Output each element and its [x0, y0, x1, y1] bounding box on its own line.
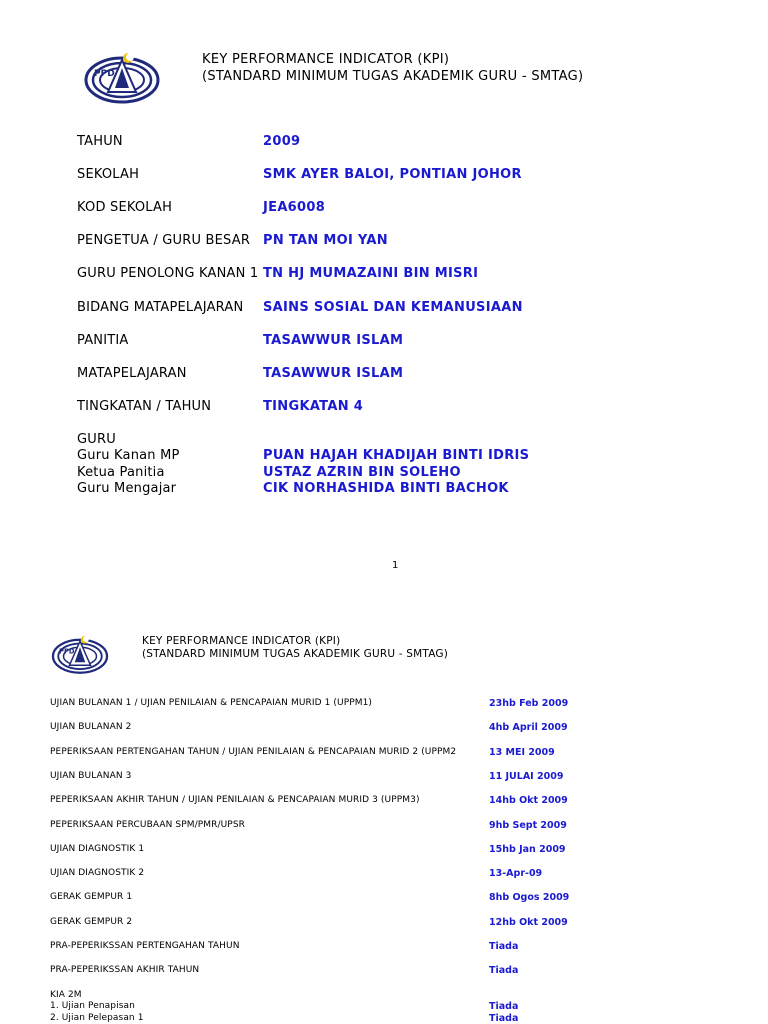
field-value: SMK AYER BALOI, PONTIAN JOHOR: [263, 167, 522, 183]
header-title: KEY PERFORMANCE INDICATOR (KPI): [202, 52, 450, 67]
field-label: SEKOLAH: [77, 167, 140, 183]
page-number: 1: [392, 560, 399, 571]
guru-role-label: Ketua Panitia: [77, 464, 165, 480]
field-value: PN TAN MOI YAN: [263, 233, 388, 249]
svg-text:PPD: PPD: [94, 69, 115, 79]
page2-header: [142, 635, 448, 661]
field-label: BIDANG MATAPELAJARAN: [77, 299, 244, 315]
field-value: TASAWWUR ISLAM: [263, 365, 404, 381]
field-value: SAINS SOSIAL DAN KEMANUSIAAN: [263, 299, 523, 315]
exam-label: UJIAN BULANAN 1 / UJIAN PENILAIAN & PENCAPAIAN MURID 1 (UPPM1): [50, 698, 373, 708]
field-label: PANITIA: [77, 332, 129, 348]
exam-date: 12hb Okt 2009: [489, 916, 568, 928]
exam-label: PRA-PEPERIKSSAN PERTENGAHAN TAHUN: [50, 941, 240, 951]
field-label: KOD SEKOLAH: [77, 200, 173, 216]
field-label: TINGKATAN / TAHUN: [77, 398, 212, 414]
exam-date: 13-Apr-09: [489, 868, 543, 880]
guru-heading: GURU: [77, 432, 116, 447]
header-subtitle: (STANDARD MINIMUM TUGAS AKADEMIK GURU - SMTAG): [202, 69, 584, 84]
kia-label: 2. Ujian Pelepasan 1: [50, 1013, 144, 1023]
field-label: MATAPELAJARAN: [77, 365, 187, 381]
field-value: TASAWWUR ISLAM: [263, 332, 404, 348]
field-value: TINGKATAN 4: [263, 398, 364, 414]
field-label: PENGETUA / GURU BESAR: [77, 233, 251, 249]
kia-date: Tiada: [489, 1001, 519, 1012]
exam-date: Tiada: [489, 965, 519, 977]
exam-label: GERAK GEMPUR 1: [50, 892, 133, 903]
guru-name-value: USTAZ AZRIN BIN SOLEHO: [263, 464, 461, 480]
exam-label: PEPERIKSAAN AKHIR TAHUN / UJIAN PENILAIAN & PENCAPAIAN MURID 3 (UPPM3): [50, 795, 420, 806]
exam-date: 15hb Jan 2009: [489, 843, 566, 855]
field-label: TAHUN: [77, 134, 123, 149]
field-value: 2009: [263, 134, 301, 149]
exam-label: UJIAN DIAGNOSTIK 2: [50, 868, 145, 879]
exam-label: PRA-PEPERIKSSAN AKHIR TAHUN: [50, 965, 200, 976]
exam-label: PEPERIKSAAN PERCUBAAN SPM/PMR/UPSR: [50, 819, 245, 830]
field-value: TN HJ MUMAZAINI BIN MISRI: [263, 266, 479, 282]
exam-date: 4hb April 2009: [489, 722, 568, 734]
header-subtitle: (STANDARD MINIMUM TUGAS AKADEMIK GURU - SMTAG): [142, 648, 449, 660]
exam-label: UJIAN BULANAN 3: [50, 770, 132, 781]
exam-date: 9hb Sept 2009: [489, 819, 567, 831]
guru-name-value: PUAN HAJAH KHADIJAH BINTI IDRIS: [263, 448, 530, 463]
guru-role-label: Guru Mengajar: [77, 481, 177, 496]
exam-date: 8hb Ogos 2009: [489, 892, 570, 904]
exam-label: PEPERIKSAAN PERTENGAHAN TAHUN / UJIAN PENILAIAN & PENCAPAIAN MURID 2 (UPPM2: [50, 746, 457, 757]
exam-label: UJIAN DIAGNOSTIK 1: [50, 843, 145, 854]
exam-date: Tiada: [489, 941, 519, 952]
exam-date: 23hb Feb 2009: [489, 698, 569, 709]
header-title: KEY PERFORMANCE INDICATOR (KPI): [142, 635, 341, 647]
kia-label: 1. Ujian Penapisan: [50, 1001, 135, 1011]
kia-heading: KIA 2M: [50, 990, 82, 1000]
exam-label: UJIAN BULANAN 2: [50, 722, 132, 733]
exam-date: 11 JULAI 2009: [489, 770, 564, 782]
ppd-logo-icon: [50, 632, 110, 676]
guru-name-value: CIK NORHASHIDA BINTI BACHOK: [263, 481, 509, 496]
exam-date: 13 MEI 2009: [489, 746, 555, 758]
field-label: GURU PENOLONG KANAN 1: [77, 266, 259, 282]
field-value: JEA6008: [263, 200, 326, 216]
kia-date: Tiada: [489, 1013, 519, 1024]
guru-role-label: Guru Kanan MP: [77, 448, 180, 463]
exam-label: GERAK GEMPUR 2: [50, 916, 133, 927]
svg-text:PPD: PPD: [59, 647, 75, 656]
ppd-logo-icon: [82, 48, 162, 106]
exam-date: 14hb Okt 2009: [489, 795, 568, 807]
page1-header: [202, 51, 583, 85]
